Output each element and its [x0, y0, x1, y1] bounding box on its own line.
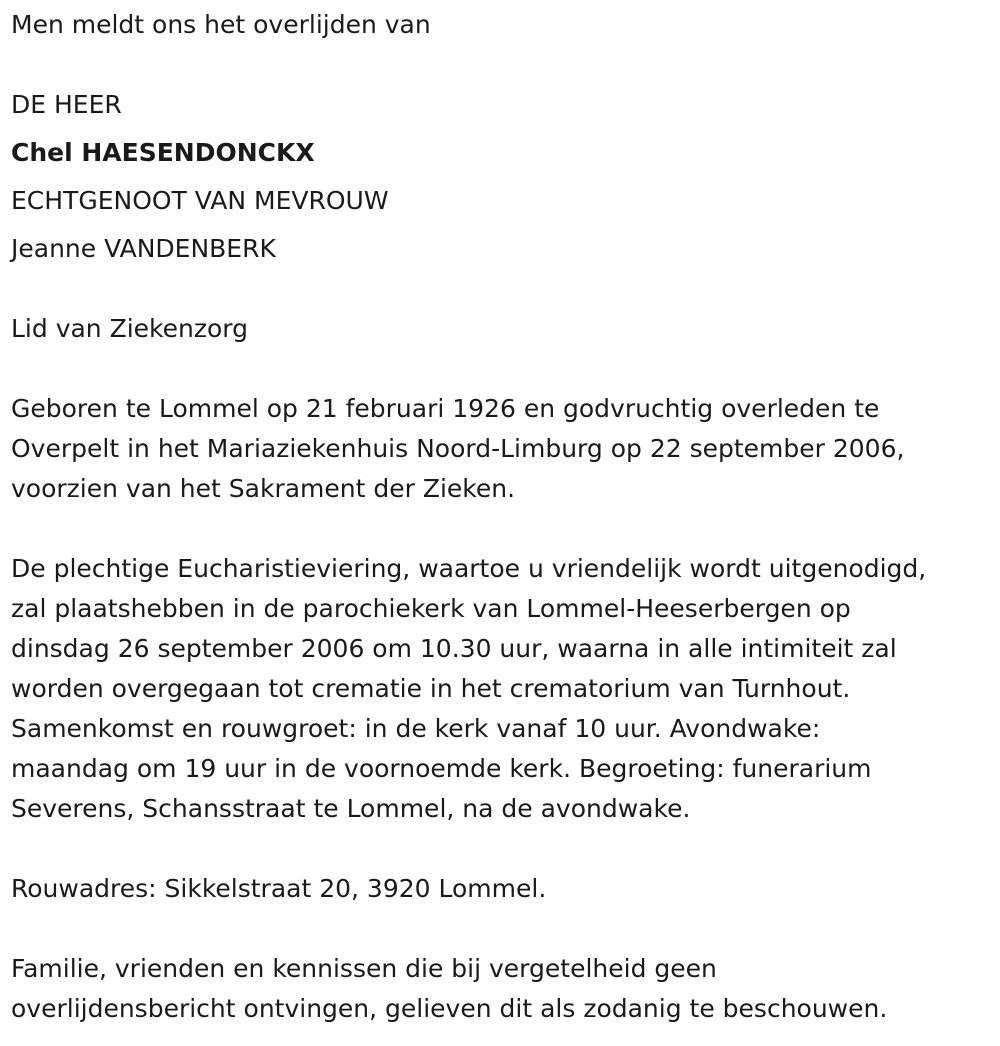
title-prefix: DE HEER: [11, 90, 122, 119]
ceremony-line: worden overgegaan tot crematie in het crematorium van Turnhout.: [11, 674, 851, 703]
intro-text: Men meldt ons het overlijden van: [11, 10, 431, 39]
spouse-label: ECHTGENOOT VAN MEVROUW: [11, 186, 389, 215]
deceased-name: Chel HAESENDONCKX: [11, 138, 315, 167]
ceremony-line: dinsdag 26 september 2006 om 10.30 uur, waarna in alle intimiteit zal: [11, 634, 897, 663]
ceremony-line: De plechtige Eucharistieviering, waartoe u vriendelijk wordt uitgenodigd,: [11, 554, 927, 583]
ceremony-line: Severens, Schansstraat te Lommel, na de avondwake.: [11, 794, 691, 823]
membership-text: Lid van Ziekenzorg: [11, 314, 248, 343]
ceremony-line: maandag om 19 uur in de voornoemde kerk. Begroeting: funerarium: [11, 754, 872, 783]
birth-death-line: Geboren te Lommel op 21 februari 1926 en godvruchtig overleden te: [11, 394, 880, 423]
birth-death-line: voorzien van het Sakrament der Zieken.: [11, 474, 516, 503]
closing-line: overlijdensbericht ontvingen, gelieven dit als zodanig te beschouwen.: [11, 994, 888, 1023]
spouse-name: Jeanne VANDENBERK: [11, 234, 276, 263]
ceremony-line: Samenkomst en rouwgroet: in de kerk vanaf 10 uur. Avondwake:: [11, 714, 821, 743]
birth-death-line: Overpelt in het Mariaziekenhuis Noord-Limburg op 22 september 2006,: [11, 434, 905, 463]
ceremony-line: zal plaatshebben in de parochiekerk van Lommel-Heeserbergen op: [11, 594, 851, 623]
address-text: Rouwadres: Sikkelstraat 20, 3920 Lommel.: [11, 874, 547, 903]
closing-line: Familie, vrienden en kennissen die bij vergetelheid geen: [11, 954, 717, 983]
